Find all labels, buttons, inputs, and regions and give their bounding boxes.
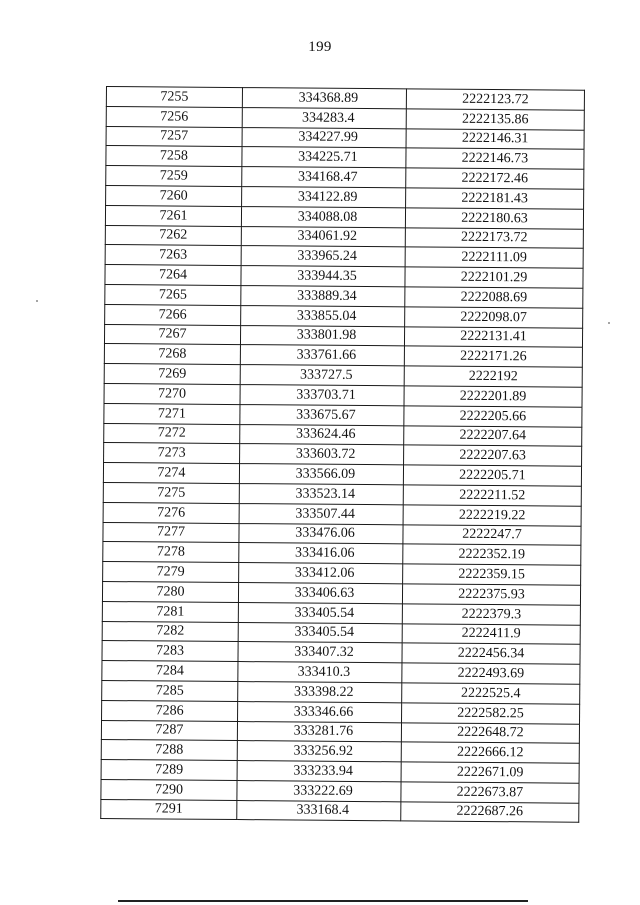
- point-number-cell: 7284: [102, 661, 238, 682]
- y-coordinate-cell: 2222131.41: [404, 326, 582, 347]
- y-coordinate-cell: 2222172.46: [406, 168, 584, 189]
- x-coordinate-cell: 333168.4: [237, 800, 401, 821]
- point-number-cell: 7257: [106, 126, 242, 147]
- point-number-cell: 7291: [101, 799, 237, 820]
- x-coordinate-cell: 333410.3: [238, 662, 402, 683]
- point-number-cell: 7266: [105, 304, 241, 325]
- y-coordinate-cell: 2222582.25: [402, 703, 580, 724]
- y-coordinate-cell: 2222173.72: [405, 227, 583, 248]
- point-number-cell: 7272: [104, 423, 240, 444]
- y-coordinate-cell: 2222456.34: [402, 643, 580, 664]
- point-number-cell: 7287: [101, 720, 237, 741]
- x-coordinate-cell: 334227.99: [242, 127, 406, 148]
- y-coordinate-cell: 2222181.43: [406, 188, 584, 209]
- x-coordinate-cell: 333944.35: [241, 266, 405, 287]
- point-number-cell: 7265: [105, 284, 241, 305]
- scan-speck: [36, 300, 38, 302]
- x-coordinate-cell: 334088.08: [241, 206, 405, 227]
- point-number-cell: 7282: [102, 621, 238, 642]
- point-number-cell: 7276: [103, 502, 239, 523]
- y-coordinate-cell: 2222352.19: [403, 544, 581, 565]
- point-number-cell: 7285: [102, 680, 238, 701]
- y-coordinate-cell: 2222379.3: [402, 604, 580, 625]
- point-number-cell: 7290: [101, 779, 237, 800]
- point-number-cell: 7289: [101, 760, 237, 781]
- y-coordinate-cell: 2222247.7: [403, 524, 581, 545]
- x-coordinate-cell: 333889.34: [241, 286, 405, 307]
- y-coordinate-cell: 2222201.89: [404, 386, 582, 407]
- x-coordinate-cell: 333855.04: [241, 305, 405, 326]
- y-coordinate-cell: 2222493.69: [402, 663, 580, 684]
- y-coordinate-cell: 2222180.63: [405, 208, 583, 229]
- point-number-cell: 7264: [105, 265, 241, 286]
- coordinate-table-body: [101, 87, 585, 823]
- point-number-cell: 7256: [106, 106, 242, 127]
- point-number-cell: 7262: [105, 225, 241, 246]
- y-coordinate-cell: 2222375.93: [402, 584, 580, 605]
- y-coordinate-cell: 2222171.26: [404, 346, 582, 367]
- point-number-cell: 7260: [106, 185, 242, 206]
- y-coordinate-cell: 2222411.9: [402, 623, 580, 644]
- x-coordinate-cell: 333476.06: [239, 523, 403, 544]
- y-coordinate-cell: 2222146.31: [406, 128, 584, 149]
- y-coordinate-cell: 2222648.72: [401, 722, 579, 743]
- coordinate-table-container: [100, 86, 584, 823]
- point-number-cell: 7277: [103, 522, 239, 543]
- y-coordinate-cell: 2222359.15: [403, 564, 581, 585]
- point-number-cell: 7281: [102, 601, 238, 622]
- y-coordinate-cell: 2222211.52: [403, 485, 581, 506]
- point-number-cell: 7273: [104, 443, 240, 464]
- x-coordinate-cell: 333405.54: [238, 622, 402, 643]
- x-coordinate-cell: 333727.5: [240, 365, 404, 386]
- point-number-cell: 7288: [101, 740, 237, 761]
- point-number-cell: 7280: [102, 581, 238, 602]
- y-coordinate-cell: 2222192: [404, 366, 582, 387]
- x-coordinate-cell: 333965.24: [241, 246, 405, 267]
- x-coordinate-cell: 333761.66: [240, 345, 404, 366]
- y-coordinate-cell: 2222666.12: [401, 742, 579, 763]
- x-coordinate-cell: 333416.06: [239, 543, 403, 564]
- y-coordinate-cell: 2222207.64: [404, 425, 582, 446]
- x-coordinate-cell: 333281.76: [237, 721, 401, 742]
- point-number-cell: 7267: [104, 324, 240, 345]
- y-coordinate-cell: 2222146.73: [406, 148, 584, 169]
- y-coordinate-cell: 2222673.87: [401, 782, 579, 803]
- x-coordinate-cell: 333405.54: [238, 602, 402, 623]
- y-coordinate-cell: 2222525.4: [402, 683, 580, 704]
- point-number-cell: 7283: [102, 641, 238, 662]
- point-number-cell: 7270: [104, 383, 240, 404]
- y-coordinate-cell: 2222135.86: [406, 109, 584, 130]
- point-number-cell: 7274: [103, 463, 239, 484]
- y-coordinate-cell: 2222101.29: [405, 267, 583, 288]
- point-number-cell: 7259: [106, 166, 242, 187]
- y-coordinate-cell: 2222205.66: [404, 406, 582, 427]
- x-coordinate-cell: 333603.72: [240, 444, 404, 465]
- x-coordinate-cell: 333566.09: [239, 464, 403, 485]
- x-coordinate-cell: 333523.14: [239, 483, 403, 504]
- point-number-cell: 7279: [103, 562, 239, 583]
- point-number-cell: 7268: [104, 344, 240, 365]
- point-number-cell: 7269: [104, 364, 240, 385]
- x-coordinate-cell: 333801.98: [240, 325, 404, 346]
- y-coordinate-cell: 2222219.22: [403, 505, 581, 526]
- x-coordinate-cell: 333703.71: [240, 385, 404, 406]
- y-coordinate-cell: 2222671.09: [401, 762, 579, 783]
- x-coordinate-cell: 333675.67: [240, 404, 404, 425]
- x-coordinate-cell: 333398.22: [238, 681, 402, 702]
- point-number-cell: 7261: [105, 205, 241, 226]
- x-coordinate-cell: 334122.89: [242, 187, 406, 208]
- point-number-cell: 7255: [106, 87, 242, 108]
- y-coordinate-cell: 2222088.69: [405, 287, 583, 308]
- point-number-cell: 7286: [102, 700, 238, 721]
- x-coordinate-cell: 333407.32: [238, 642, 402, 663]
- x-coordinate-cell: 333406.63: [238, 582, 402, 603]
- x-coordinate-cell: 334368.89: [242, 88, 406, 109]
- point-number-cell: 7271: [104, 403, 240, 424]
- x-coordinate-cell: 334283.4: [242, 107, 406, 128]
- coordinate-table: [100, 86, 585, 823]
- y-coordinate-cell: 2222207.63: [404, 445, 582, 466]
- point-number-cell: 7258: [106, 146, 242, 167]
- y-coordinate-cell: 2222111.09: [405, 247, 583, 268]
- scan-speck: [608, 322, 610, 324]
- x-coordinate-cell: 333233.94: [237, 761, 401, 782]
- x-coordinate-cell: 334168.47: [242, 167, 406, 188]
- x-coordinate-cell: 334061.92: [241, 226, 405, 247]
- x-coordinate-cell: 333256.92: [237, 741, 401, 762]
- x-coordinate-cell: 333507.44: [239, 503, 403, 524]
- y-coordinate-cell: 2222687.26: [401, 802, 579, 823]
- point-number-cell: 7278: [103, 542, 239, 563]
- point-number-cell: 7263: [105, 245, 241, 266]
- x-coordinate-cell: 333624.46: [240, 424, 404, 445]
- table-row: [101, 799, 579, 823]
- point-number-cell: 7275: [103, 482, 239, 503]
- x-coordinate-cell: 333222.69: [237, 780, 401, 801]
- page-number: 199: [308, 39, 332, 55]
- y-coordinate-cell: 2222205.71: [403, 465, 581, 486]
- x-coordinate-cell: 334225.71: [242, 147, 406, 168]
- y-coordinate-cell: 2222123.72: [406, 89, 584, 110]
- y-coordinate-cell: 2222098.07: [405, 307, 583, 328]
- x-coordinate-cell: 333412.06: [239, 563, 403, 584]
- x-coordinate-cell: 333346.66: [238, 701, 402, 722]
- scan-edge-line: [118, 900, 528, 902]
